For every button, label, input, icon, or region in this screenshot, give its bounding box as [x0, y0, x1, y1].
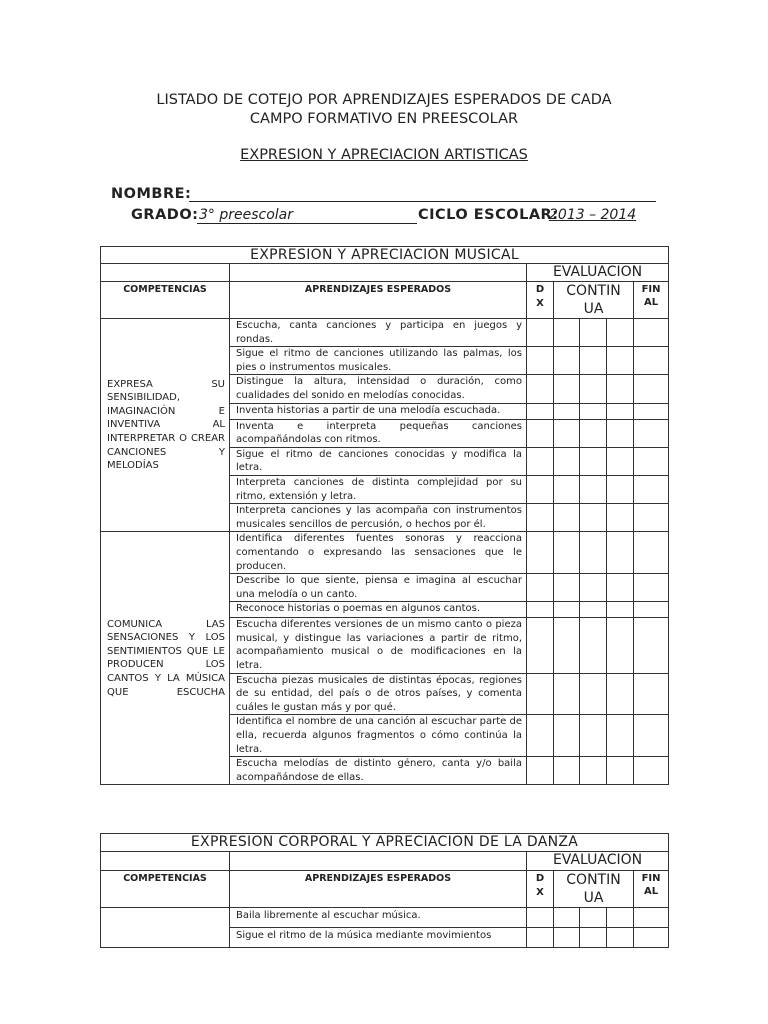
check-c1[interactable]	[554, 715, 580, 757]
check-c2[interactable]	[580, 347, 607, 375]
aprendizaje-item: Escucha piezas musicales de distintas épocas, regiones de su entidad, del país o de otros países, y comenta cuáles le gustan más y por qué.	[230, 673, 527, 715]
check-dx[interactable]	[527, 908, 554, 928]
aprendizaje-item: Distingue la altura, intensidad o duración, como cualidades del sonido en melodías conocidas.	[230, 375, 527, 403]
check-c3[interactable]	[607, 319, 634, 347]
grado-label: GRADO:	[131, 207, 199, 223]
check-dx[interactable]	[527, 504, 554, 532]
aprendizaje-item: Baila libremente al escuchar música.	[230, 908, 527, 928]
aprendizaje-item: Inventa e interpreta pequeñas canciones acompañándolas con ritmos.	[230, 419, 527, 447]
competencias-header: COMPETENCIAS	[101, 871, 230, 908]
check-dx[interactable]	[527, 757, 554, 785]
check-c2[interactable]	[580, 475, 607, 503]
ciclo-value: 2013 – 2014	[549, 207, 637, 223]
competencia-cell	[101, 908, 230, 948]
check-c3[interactable]	[607, 908, 634, 928]
check-dx[interactable]	[527, 403, 554, 419]
competencia-cell: COMUNICA LAS SENSACIONES Y LOS SENTIMIENTOS QUE LE PRODUCEN LOS CANTOS Y LA MÚSICA QUE ESCUCHA	[101, 532, 230, 785]
check-c1[interactable]	[554, 403, 580, 419]
check-final[interactable]	[634, 375, 669, 403]
check-c2[interactable]	[580, 419, 607, 447]
check-c2[interactable]	[580, 673, 607, 715]
check-c2[interactable]	[580, 618, 607, 673]
check-c2[interactable]	[580, 504, 607, 532]
check-final[interactable]	[634, 618, 669, 673]
dx-header: D X	[527, 282, 554, 319]
check-dx[interactable]	[527, 673, 554, 715]
aprendizaje-item: Escucha, canta canciones y participa en juegos y rondas.	[230, 319, 527, 347]
check-c2[interactable]	[580, 757, 607, 785]
check-c1[interactable]	[554, 618, 580, 673]
check-c2[interactable]	[580, 574, 607, 602]
aprendizaje-item: Identifica el nombre de una canción al escuchar parte de ella, recuerda algunos fragmentos o cómo continúa la letra.	[230, 715, 527, 757]
check-c3[interactable]	[607, 504, 634, 532]
doc-title-line1: LISTADO DE COTEJO POR APRENDIZAJES ESPERADOS DE CADA	[156, 92, 612, 108]
check-final[interactable]	[634, 532, 669, 574]
aprendizaje-item: Describe lo que siente, piensa e imagina al escuchar una melodía o un canto.	[230, 574, 527, 602]
check-final[interactable]	[634, 673, 669, 715]
ciclo-label: CICLO ESCOLAR:	[418, 207, 559, 223]
final-header: FIN AL	[634, 871, 669, 908]
check-c3[interactable]	[607, 475, 634, 503]
grado-value: 3° preescolar	[199, 207, 294, 223]
check-c3[interactable]	[607, 532, 634, 574]
aprendizaje-item: Interpreta canciones de distinta complejidad por su ritmo, extensión y letra.	[230, 475, 527, 503]
table1-title: EXPRESION Y APRECIACION MUSICAL	[101, 247, 669, 264]
check-c1[interactable]	[554, 447, 580, 475]
check-final[interactable]	[634, 475, 669, 503]
check-c3[interactable]	[607, 347, 634, 375]
nombre-field[interactable]	[189, 201, 656, 202]
aprendizaje-item: Escucha melodías de distinto género, canta y/o baila acompañándose de ellas.	[230, 757, 527, 785]
check-dx[interactable]	[527, 447, 554, 475]
check-c1[interactable]	[554, 504, 580, 532]
aprendizajes-header: APRENDIZAJES ESPERADOS	[230, 871, 527, 908]
check-dx[interactable]	[527, 602, 554, 618]
continua-header: CONTIN UA	[554, 282, 634, 319]
evaluacion-header: EVALUACION	[527, 852, 669, 871]
check-c3[interactable]	[607, 447, 634, 475]
table2-title: EXPRESION CORPORAL Y APRECIACION DE LA DANZA	[101, 834, 669, 852]
check-c1[interactable]	[554, 602, 580, 618]
doc-subtitle: EXPRESION Y APRECIACION ARTISTICAS	[240, 147, 528, 163]
competencias-header: COMPETENCIAS	[101, 282, 230, 319]
check-final[interactable]	[634, 928, 669, 948]
check-c2[interactable]	[580, 447, 607, 475]
check-dx[interactable]	[527, 574, 554, 602]
check-final[interactable]	[634, 504, 669, 532]
aprendizaje-item: Escucha diferentes versiones de un mismo canto o pieza musical, y distingue las variaciones a partir de ritmo, acompañamiento musical o de modificaciones en la letra.	[230, 618, 527, 673]
continua-header: CONTIN UA	[554, 871, 634, 908]
check-c3[interactable]	[607, 602, 634, 618]
check-final[interactable]	[634, 419, 669, 447]
check-c1[interactable]	[554, 419, 580, 447]
check-final[interactable]	[634, 403, 669, 419]
check-final[interactable]	[634, 347, 669, 375]
table-expresion-corporal	[100, 833, 669, 948]
check-final[interactable]	[634, 757, 669, 785]
aprendizaje-item: Reconoce historias o poemas en algunos cantos.	[230, 602, 527, 618]
check-final[interactable]	[634, 715, 669, 757]
check-c1[interactable]	[554, 375, 580, 403]
check-c2[interactable]	[580, 908, 607, 928]
check-c1[interactable]	[554, 347, 580, 375]
check-c3[interactable]	[607, 375, 634, 403]
check-final[interactable]	[634, 908, 669, 928]
final-header: FIN AL	[634, 282, 669, 319]
check-dx[interactable]	[527, 532, 554, 574]
check-c1[interactable]	[554, 574, 580, 602]
check-c2[interactable]	[580, 403, 607, 419]
check-c3[interactable]	[607, 928, 634, 948]
check-c3[interactable]	[607, 618, 634, 673]
check-dx[interactable]	[527, 618, 554, 673]
check-dx[interactable]	[527, 419, 554, 447]
evaluacion-header: EVALUACION	[527, 264, 669, 282]
aprendizaje-item: Sigue el ritmo de canciones utilizando las palmas, los pies o instrumentos musicales.	[230, 347, 527, 375]
check-final[interactable]	[634, 602, 669, 618]
check-c2[interactable]	[580, 715, 607, 757]
check-c1[interactable]	[554, 475, 580, 503]
check-c3[interactable]	[607, 715, 634, 757]
check-dx[interactable]	[527, 475, 554, 503]
check-dx[interactable]	[527, 347, 554, 375]
check-c1[interactable]	[554, 908, 580, 928]
aprendizaje-item: Sigue el ritmo de canciones conocidas y modifica la letra.	[230, 447, 527, 475]
check-c1[interactable]	[554, 673, 580, 715]
check-c3[interactable]	[607, 757, 634, 785]
aprendizajes-header: APRENDIZAJES ESPERADOS	[230, 282, 527, 319]
check-c3[interactable]	[607, 673, 634, 715]
check-dx[interactable]	[527, 319, 554, 347]
check-final[interactable]	[634, 319, 669, 347]
nombre-label: NOMBRE:	[111, 186, 192, 202]
check-c3[interactable]	[607, 574, 634, 602]
check-c2[interactable]	[580, 319, 607, 347]
check-c1[interactable]	[554, 928, 580, 948]
aprendizaje-item: Inventa historias a partir de una melodía escuchada.	[230, 403, 527, 419]
aprendizaje-item: Sigue el ritmo de la música mediante movimientos	[230, 928, 527, 948]
check-dx[interactable]	[527, 928, 554, 948]
check-final[interactable]	[634, 574, 669, 602]
check-c2[interactable]	[580, 532, 607, 574]
check-c3[interactable]	[607, 419, 634, 447]
table-expresion-musical	[100, 246, 669, 785]
dx-header: D X	[527, 871, 554, 908]
check-dx[interactable]	[527, 375, 554, 403]
check-c2[interactable]	[580, 928, 607, 948]
competencia-cell: EXPRESA SU SENSIBILIDAD, IMAGINACIÓN E INVENTIVA AL INTERPRETAR O CREAR CANCIONES Y MELODÍAS	[101, 319, 230, 532]
check-c1[interactable]	[554, 319, 580, 347]
doc-title-line2: CAMPO FORMATIVO EN PREESCOLAR	[249, 111, 519, 127]
check-c3[interactable]	[607, 403, 634, 419]
grado-field[interactable]	[197, 223, 417, 224]
aprendizaje-item: Interpreta canciones y las acompaña con instrumentos musicales sencillos de percusión, o hechos por él.	[230, 504, 527, 532]
check-c1[interactable]	[554, 757, 580, 785]
check-final[interactable]	[634, 447, 669, 475]
aprendizaje-item: Identifica diferentes fuentes sonoras y reacciona comentando o expresando las sensaciones que le producen.	[230, 532, 527, 574]
check-c1[interactable]	[554, 532, 580, 574]
check-c2[interactable]	[580, 602, 607, 618]
check-c2[interactable]	[580, 375, 607, 403]
check-dx[interactable]	[527, 715, 554, 757]
